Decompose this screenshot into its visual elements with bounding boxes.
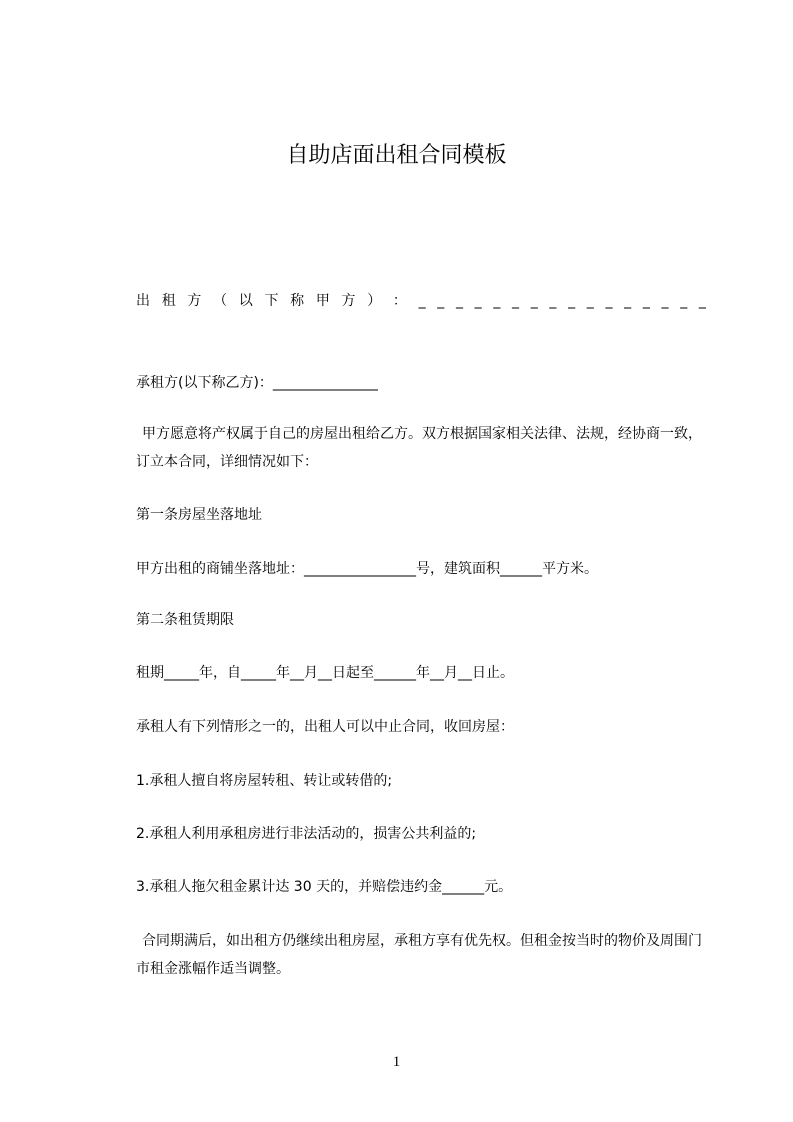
lessor-line-char: 以 [238,293,253,309]
page-title: 自助店面出租合同模板 [286,143,507,168]
lessor-line-char: _ [437,293,445,309]
lessor-line-char: _ [661,293,669,309]
lessor-line-char: 出 [136,293,150,309]
article2-text: 租期_____年，自_____年__月__日起至______年__月__日止。 [136,665,514,681]
intro-paragraph: 甲方愿意将产权属于自己的房屋出租给乙方。双方根据国家相关法律、法规，经协商一致，订立本合同，详细情况如下： [136,426,702,470]
lessor-line [136,290,706,312]
lessor-line-char: 租 [161,293,176,309]
lessor-line-char: 方 [187,293,202,309]
lessor-line-char: _ [568,293,576,309]
list-item: 2.承租人利用承租房进行非法活动的，损害公共利益的; [136,826,477,842]
page-number: 1 [392,1054,401,1070]
termination-intro: 承租人有下列情形之一的，出租人可以中止合同，收回房屋： [136,719,514,735]
lessor-line-char: 称 [290,293,305,309]
lessor-line-char: _ [418,293,426,309]
lessor-line-char: 甲 [315,293,330,309]
lessor-line-char: _ [624,293,632,309]
article1-heading: 第一条房屋坐落地址 [136,507,262,523]
lessor-line-char: ： [392,293,407,309]
lessor-line-char: _ [642,293,650,309]
lessor-line-char: _ [493,293,501,309]
lessee-line: 承租方(以下称乙方)：_______________ [136,375,378,391]
lessor-line-char: _ [698,293,706,309]
renewal-paragraph: 合同期满后，如出租方仍继续出租房屋，承租方享有优先权。但租金按当时的物价及周围门市租金涨幅作适当调整。 [136,933,702,977]
lessor-line-char: _ [680,293,688,309]
article1-text: 甲方出租的商铺坐落地址：________________号，建筑面积______平方米。 [136,561,598,577]
lessor-line-char: _ [605,293,613,309]
lessor-line-char: ） [367,293,382,309]
lessor-line-char: _ [512,293,519,309]
lessor-line-char: _ [549,293,557,309]
lessor-line-char: _ [530,293,538,309]
article2-heading: 第二条租赁期限 [136,612,234,628]
list-item: 1.承租人擅自将房屋转租、转让或转借的; [136,773,393,789]
lessor-line-char: _ [455,293,463,309]
list-item: 3.承租人拖欠租金累计达 30 天的，并赔偿违约金______元。 [136,879,513,895]
lessor-line-char: _ [474,293,482,309]
lessor-line-char: 下 [264,293,279,309]
lessor-line-char: （ [213,293,228,309]
lessor-line-char: 方 [341,293,356,309]
lessor-line-char: _ [586,293,594,309]
